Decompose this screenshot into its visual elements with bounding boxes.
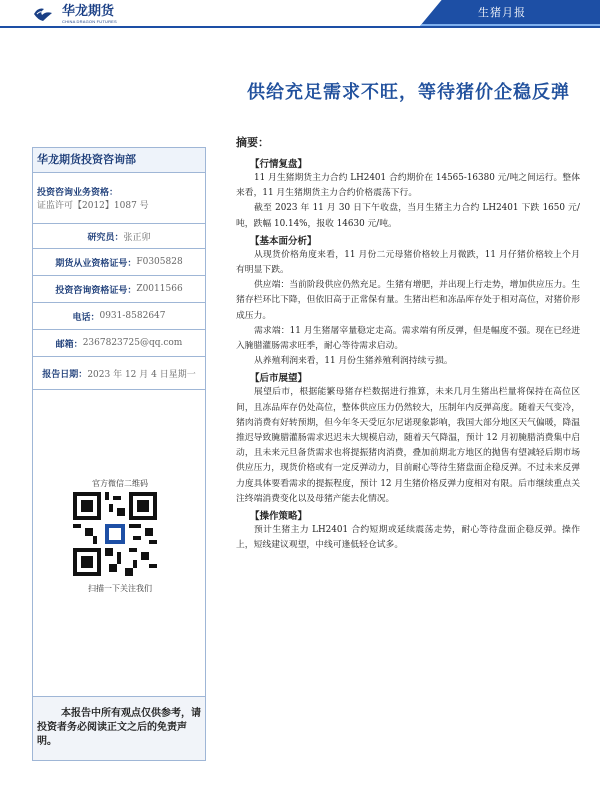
wechat-qr-block xyxy=(73,478,167,594)
futures-cert-value: F0305828 xyxy=(136,257,183,267)
email-value: 2367823725@qq.com xyxy=(82,338,183,348)
qr-caption: 扫描一下关注我们 xyxy=(88,584,152,593)
report-type-label: 生猪月报 xyxy=(478,6,526,19)
abstract-title: 摘要： xyxy=(236,136,269,149)
qualification-value: 证监许可【2012】1087 号 xyxy=(37,201,149,211)
section-heading-outlook: 【后市展望】 xyxy=(250,373,308,385)
info-sidebar xyxy=(32,147,206,761)
report-date-value: 2023 年 12 月 4 日星期一 xyxy=(87,369,196,380)
futures-cert-label: 期货从业资格证号： xyxy=(55,258,137,269)
qualification-row xyxy=(33,173,205,224)
header-divider xyxy=(0,26,600,28)
paragraph: 11 月生猪期货主力合约 LH2401 合约期价在 14565-16380 元/吨之间运行。整体来看，11 月生猪期货主力合约价格震荡下行。 xyxy=(236,173,580,199)
paragraph: 从养殖利润来看，11 月份生猪养殖利润持续亏损。 xyxy=(254,356,453,367)
advisory-cert-value: Z0011566 xyxy=(136,284,183,294)
section-heading-review: 【行情复盘】 xyxy=(250,159,308,170)
paragraph: 从现货价格角度来看，11 月份二元母猪价格较上月微跌，11 月仔猪价格较上个月有明显下跌。 xyxy=(236,249,580,276)
phone-row xyxy=(33,303,205,330)
researcher-row xyxy=(33,224,205,249)
qr-title: 官方微信二维码 xyxy=(92,479,148,488)
company-logo xyxy=(32,0,117,28)
phone-label: 电话： xyxy=(72,312,100,323)
email-label: 邮箱： xyxy=(55,339,83,350)
paragraph: 展望后市，根据能繁母猪存栏数据进行推算，未来几月生猪出栏量将保持在高位区间，且冻品库存仍处高位，整体供应压力仍然较大，压制年内反弹高度。随着天气变冷，猪肉消费有好转预期，但今年冬天受厄尔尼诺现象影响，我国大部分地区天气偏暖，降温推迟导致腌腊灌肠需求迟迟未大规模启动，随着天气降温，预计 12 月初腌腊消费集中启动，且未来元旦备货需求也将提振猪肉消费，叠加前期北方地区的抛售有望减轻后期市场供应压力，现货价格或有一定反弹动力，目前耐心等待生猪盘面企稳反弹。不过未来反弹力度具体要看需求的提振程度，预计 12 月生猪价格反弹力度相对有限。后市继续重点关注终端消费变化以及母猪产能去化情况。 xyxy=(236,387,580,504)
paragraph: 需求端：11 月生猪屠宰量稳定走高。需求端有所反弹，但是幅度不强。现在已经进入腌腊灌肠需求旺季，耐心等待需求启动。 xyxy=(236,325,580,352)
paragraph: 预计生猪主力 LH2401 合约短期或延续震荡走势，耐心等待盘面企稳反弹。操作上，短线建议观望，中线可逢低轻仓试多。 xyxy=(236,525,580,551)
email-row xyxy=(33,330,205,357)
report-date-row xyxy=(33,357,205,390)
section-heading-strategy: 【操作策略】 xyxy=(250,511,308,523)
paragraph: 供应端：当前阶段供应仍然充足。生猪有增肥，并出现上行走势，增加供应压力。生猪存栏环比下降，但依旧高于正常保有量。生猪出栏和冻品库存处于相对高位，对猪价形成压力。 xyxy=(236,280,580,321)
disclaimer-note: 本报告中所有观点仅供参考，请投资者务必阅读正文之后的免责声明。 xyxy=(33,696,205,760)
logo-chinese-name: 华龙期货 xyxy=(62,3,115,19)
futures-cert-row xyxy=(33,249,205,276)
researcher-label: 研究员： xyxy=(87,232,124,243)
researcher-value: 张正卯 xyxy=(123,232,151,243)
section-heading-fundamental: 【基本面分析】 xyxy=(250,235,317,247)
dragon-logo-icon xyxy=(32,5,54,23)
paragraph: 截至 2023 年 11 月 30 日下午收盘，当月生猪主力合约 LH2401 下跌 1650 元/吨，跌幅 10.14%，报收 14630 元/吨。 xyxy=(236,203,580,229)
qualification-label: 投资咨询业务资格： xyxy=(37,188,119,198)
logo-english-name: CHINA DRAGON FUTURES xyxy=(62,18,117,24)
abstract-content xyxy=(236,134,580,553)
wechat-qr-code-icon xyxy=(73,492,157,576)
advisory-cert-row xyxy=(33,276,205,303)
report-title: 供给充足需求不旺，等待猪价企稳反弹 xyxy=(247,82,570,103)
phone-value: 0931-8582647 xyxy=(99,311,166,321)
advisory-cert-label: 投资咨询资格证号： xyxy=(55,285,137,296)
department-name: 华龙期货投资咨询部 xyxy=(33,148,205,173)
report-date-label: 报告日期： xyxy=(42,369,88,380)
